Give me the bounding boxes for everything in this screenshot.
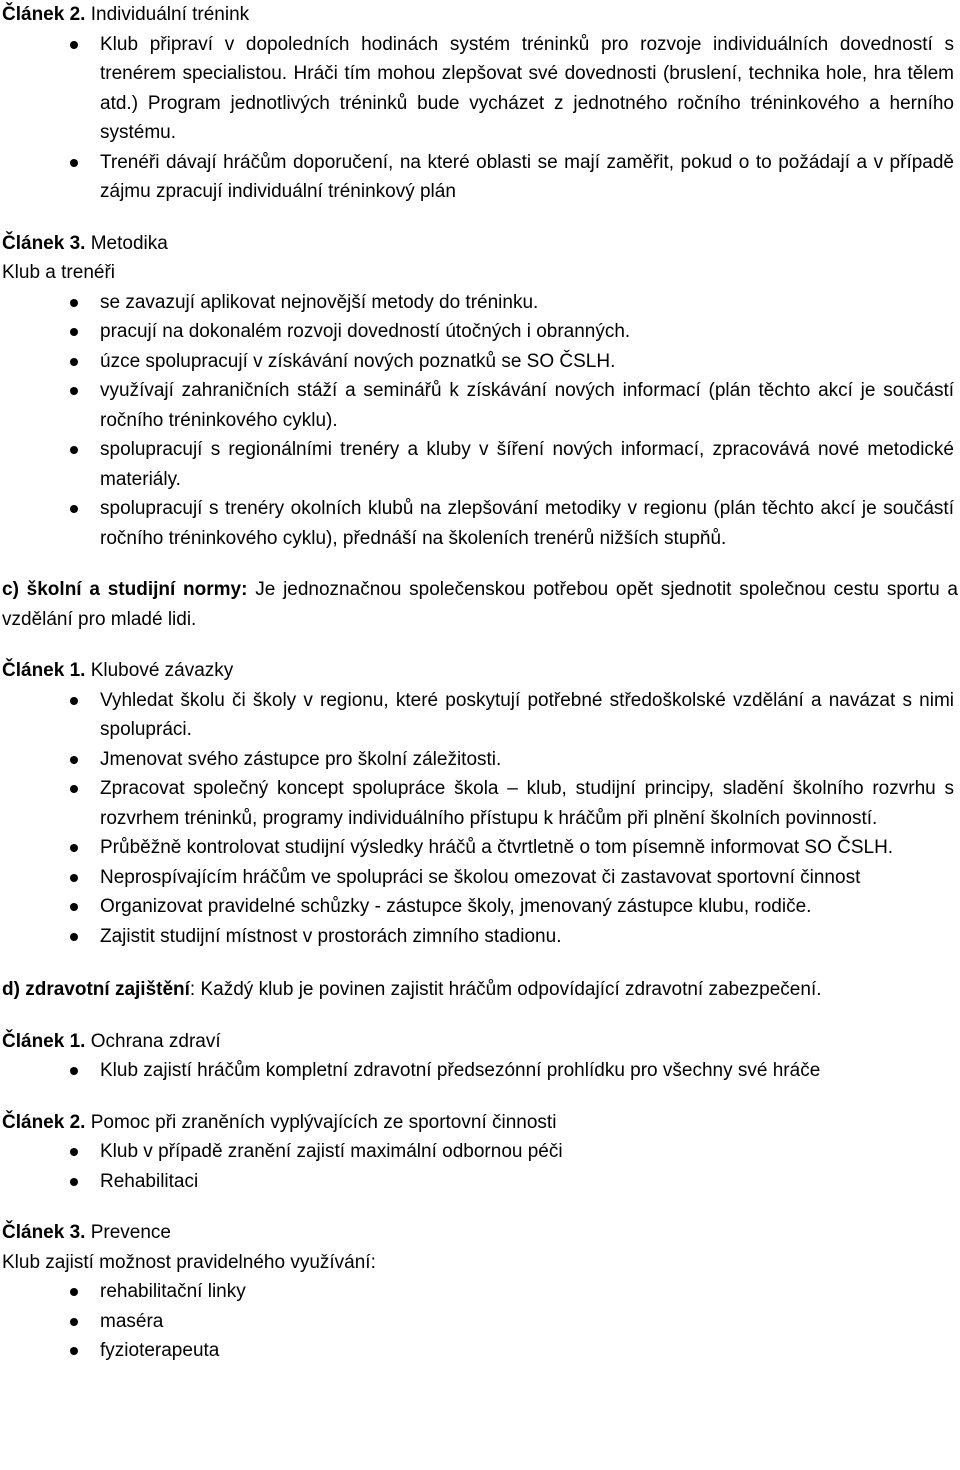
list-item: Rehabilitaci <box>2 1167 958 1197</box>
bullet-icon <box>70 1178 78 1186</box>
bullet-list <box>2 1277 958 1366</box>
section-text: Je jednoznačnou společenskou potřebou opět sjednotit společnou cestu sportu a vzdělání pro mladé lidi. <box>2 579 958 630</box>
bullet-icon <box>70 844 78 852</box>
section-label: d) zdravotní zajištění <box>2 979 190 1000</box>
bullet-icon <box>70 1288 78 1296</box>
section-paragraph <box>2 575 958 634</box>
bullet-icon <box>70 328 78 336</box>
article-title: Metodika <box>90 232 168 254</box>
bullet-icon <box>70 505 78 513</box>
bullet-list <box>2 288 958 554</box>
bullet-icon <box>70 1067 78 1075</box>
article-label: Článek 1. <box>2 660 86 681</box>
bullet-list <box>2 30 958 207</box>
article-heading <box>2 1108 958 1138</box>
list-item: Neprospívajícím hráčům ve spolupráci se školou omezovat či zastavovat sportovní činnost <box>2 863 958 893</box>
article-heading <box>2 229 958 259</box>
bullet-list <box>2 1056 958 1086</box>
bullet-icon <box>70 933 78 941</box>
bullet-icon <box>70 903 78 911</box>
list-item: Zajistit studijní místnost v prostorách zimního stadionu. <box>2 922 958 952</box>
bullet-icon <box>70 874 78 882</box>
list-item: Organizovat pravidelné schůzky - zástupce školy, jmenovaný zástupce klubu, rodiče. <box>2 892 958 922</box>
article-title: Klubové závazky <box>90 660 234 681</box>
list-item: úzce spolupracují v získávání nových poznatků se SO ČSLH. <box>2 347 958 377</box>
article-title: Individuální trénink <box>90 4 250 25</box>
article-heading <box>2 1218 958 1248</box>
article-label: Článek 2. <box>2 1111 86 1133</box>
list-item: maséra <box>2 1307 958 1337</box>
article-heading <box>2 1027 958 1057</box>
intro-text: Klub zajistí možnost pravidelného využívání: <box>2 1251 376 1273</box>
section-text: : Každý klub je povinen zajistit hráčům odpovídající zdravotní zabezpečení. <box>189 979 822 1000</box>
list-item: Klub připraví v dopoledních hodinách systém tréninků pro rozvoje individuálních dovedností s trenérem specialistou. Hráči tím mohou zlepšovat své dovednosti (bruslení, technika hole, hra tělem atd.) Program jednotlivých tréninků bude vycházet z jednotného ročního tréninkového a herního systému. <box>2 30 958 148</box>
list-item: Klub zajistí hráčům kompletní zdravotní předsezónní prohlídku pro všechny své hráče <box>2 1056 958 1086</box>
list-item: Jmenovat svého zástupce pro školní záležitosti. <box>2 745 958 775</box>
bullet-icon <box>70 1347 78 1355</box>
bullet-icon <box>70 387 78 395</box>
list-item: pracují na dokonalém rozvoji dovedností útočných i obranných. <box>2 317 958 347</box>
section-label: c) školní a studijní normy: <box>2 579 248 600</box>
article-label: Článek 3. <box>2 1222 86 1243</box>
list-item: využívají zahraničních stáží a seminářů k získávání nových informací (plán těchto akcí je součástí ročního tréninkového cyklu). <box>2 376 958 435</box>
bullet-icon <box>70 756 78 764</box>
article-title: Ochrana zdraví <box>90 1030 221 1052</box>
list-item: fyzioterapeuta <box>2 1336 958 1366</box>
list-item: rehabilitační linky <box>2 1277 958 1307</box>
bullet-icon <box>70 1318 78 1326</box>
article-title: Prevence <box>90 1222 171 1243</box>
article-label: Článek 1. <box>2 1030 86 1052</box>
intro-text: Klub a trenéři <box>2 262 116 283</box>
bullet-list <box>2 1137 958 1196</box>
bullet-list <box>2 686 958 952</box>
bullet-icon <box>70 697 78 705</box>
bullet-icon <box>70 299 78 307</box>
article-heading <box>2 656 958 686</box>
section-paragraph <box>2 975 958 1005</box>
bullet-icon <box>70 41 78 49</box>
list-item: Průběžně kontrolovat studijní výsledky hráčů a čtvrtletně o tom písemně informovat SO ČSLH. <box>2 833 958 863</box>
list-item: spolupracují s trenéry okolních klubů na zlepšování metodiky v regionu (plán těchto akcí je součástí ročního tréninkového cyklu), přednáší na školeních trenérů nižších stupňů. <box>2 494 958 553</box>
article-label: Článek 3. <box>2 232 86 254</box>
list-item: Zpracovat společný koncept spolupráce škola – klub, studijní principy, sladění školního rozvrhu s rozvrhem tréninků, programy individuálního přístupu k hráčům při plnění školních povinností. <box>2 774 958 833</box>
list-item: spolupracují s regionálními trenéry a kluby v šíření nových informací, zpracovává nové metodické materiály. <box>2 435 958 494</box>
list-item: Vyhledat školu či školy v regionu, které poskytují potřebné středoškolské vzdělání a navázat s nimi spolupráci. <box>2 686 958 745</box>
bullet-icon <box>70 785 78 793</box>
list-item: Klub v případě zranění zajistí maximální odbornou péči <box>2 1137 958 1167</box>
bullet-icon <box>70 446 78 454</box>
list-item: Trenéři dávají hráčům doporučení, na které oblasti se mají zaměřit, pokud o to požádají a v případě zájmu zpracují individuální tréninkový plán <box>2 148 958 207</box>
list-item: se zavazují aplikovat nejnovější metody do tréninku. <box>2 288 958 318</box>
bullet-icon <box>70 1148 78 1156</box>
article-label: Článek 2. <box>2 4 86 25</box>
bullet-icon <box>70 358 78 366</box>
bullet-icon <box>70 159 78 167</box>
article-heading <box>2 0 958 30</box>
article-title: Pomoc při zraněních vyplývajících ze sportovní činnosti <box>90 1111 557 1133</box>
